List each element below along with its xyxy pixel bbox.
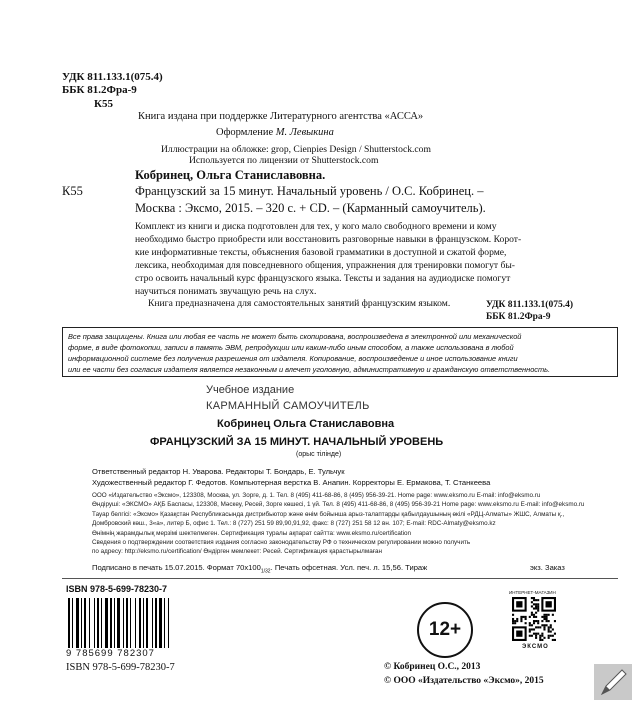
copyright-author: © Кобринец О.С., 2013 [384,662,481,672]
design-label: Оформление [216,127,274,138]
age-rating-badge [417,602,473,658]
bib-publisher-line: Москва : Эксмо, 2015. – 320 с. + CD. – (Карманный самоучитель). [135,201,486,215]
print-signed-rest: . Печать офсетная. Усл. печ. л. 15,56. Тираж [270,563,428,572]
publisher-line: Сведения о подтверждении соответствия издания согласно законодательству РФ о техническом регулировании можно получить [92,539,471,547]
isbn-bottom: ISBN 978-5-699-78230-7 [66,662,175,673]
publisher-line: Өндіруші: «ЭКСМО» АҚБ Баспасы, 123308, Мәскеу, Ресей, Зорге көшесі, 1 үй. Тел. 8 (495) 411-68-86, 8 (495) 956-39-21 Home page: www.eksmo.ru E-mail: info@eksmo.ru [92,501,585,509]
rights-line: информационной системе без получения разрешения от издателя. Копирование, воспроизведение и иное использование книги [68,354,518,363]
design-name: М. Левыкина [275,127,334,138]
rights-line: или ее части без согласия издателя является незаконным и влечет уголовную, административную и гражданскую ответственность. [68,365,551,374]
isbn-top: ISBN 978-5-699-78230-7 [66,584,168,594]
bib-author: Кобринец, Ольга Станиславовна. [135,168,326,182]
publisher-line: Өнімнің жарамдылық мерзімі шектелмеген. Сертификация туралы ақпарат сайтта: www.eksmo.ru/certification [92,529,412,537]
rights-line: форме, в виде фотокопии, записи в память ЭВМ, репродукции или каким-либо иным способом, а также использована в любой [68,343,514,352]
illustrations-credit: Иллюстрации на обложке: grop, Cienpies Design / Shutterstock.com [161,144,431,155]
bib-bbk: ББК 81.2Фра-9 [486,312,551,322]
divider [62,578,618,579]
print-signed-text: Подписано в печать 15.07.2015. Формат 70x100 [92,563,261,572]
desc-line: необходимо быстро приобрести или восстановить разговорные навыки в французском. Корот- [135,234,522,245]
publisher-line: Домбровский көш., 3«а», литер Б, офис 1. Тел.: 8 (727) 251 59 89,90,91,92, факс: 8 (727) 251 58 12 вн. 107; E-mail: RDC-Almaty@eksmo.kz [92,520,496,528]
format-fraction: 1/32 [260,568,271,575]
desc-line: Комплект из книги и диска подготовлен для тех, у кого мало свободного времени и кому [135,221,497,232]
qr-brand: ЭКСМО [522,644,549,650]
edition-type: Учебное издание [206,384,295,396]
publisher-line: ООО «Издательство «Эксмо», 123308, Москва, ул. Зорге, д. 1. Тел. 8 (495) 411-68-86, 8 (495) 956-39-21. Home page: www.eksmo.ru E-mail: info@eksmo.ru [92,492,541,499]
series-name: КАРМАННЫЙ САМОУЧИТЕЛЬ [206,400,370,412]
support-note: Книга издана при поддержке Литературного агентства «АССА» [138,111,424,122]
technical-credit: Художественный редактор Г. Федотов. Компьютерная верстка В. Анапин. Корректоры Е. Ермакова, Т. Станкеева [92,478,491,487]
publisher-info [92,491,584,557]
rights-notice [62,327,618,377]
rights-line: Все права защищены. Книга или любая ее часть не может быть скопирована, воспроизведена в электронной или механической [68,332,522,341]
license-note: Используется по лицензии от Shutterstock.com [189,155,379,166]
desc-line: лексика, необходимая для повседневного общения, упражнения для тренировки помогут бы- [135,260,515,271]
page-corner-icon [594,664,632,700]
desc-line: научиться понимать звучащую речь на слух. [135,286,317,297]
pencil-icon [594,664,632,700]
editors-credit: Ответственный редактор Н. Уварова. Редакторы Т. Бондарь, Е. Тульчук [92,467,345,476]
bib-title-line: Французский за 15 минут. Начальный уровень / О.С. Кобринец. – [135,184,484,198]
bbk-code: ББК 81.2Фра-9 [62,84,137,96]
publisher-line: по адресу: http://eksmo.ru/certification/ Өндірген мемлекет: Ресей. Сертификация қарастырылмаған [92,548,382,556]
print-signed [92,563,427,575]
bib-udk: УДК 811.133.1(075.4) [486,300,573,310]
imprint-author: Кобринец Ольга Станиславовна [217,418,395,430]
qr-caption: ИНТЕРНЕТ-МАГАЗИН [509,590,556,595]
qr-code-image [512,597,556,641]
publisher-line: Тауар белгісі: «Эксмо» Қазақстан Республикасында дистрибьютор және өнім бойынша арыз-талаптарды қабылдаушының өкілі «РДЦ-Алматы» ЖШС, Алматы қ., [92,510,565,518]
imprint-title: ФРАНЦУЗСКИЙ ЗА 15 МИНУТ. НАЧАЛЬНЫЙ УРОВЕНЬ [150,436,444,448]
udk-code: УДК 811.133.1(075.4) [62,71,163,83]
desc-line: стро освоить начальный курс французского языка. Тексты и задания на аудиодиске помогут [135,273,511,284]
copyright-publisher: © ООО «Издательство «Эксмо», 2015 [384,676,544,686]
bib-description [135,220,618,298]
desc-line: кие информативные тексты, объяснения базовой грамматики в доступной и сжатой форме, [135,247,507,258]
bib-code: К55 [62,184,83,198]
language-note: (орыс тілінде) [296,451,342,458]
design-credit [216,127,334,138]
barcode-digits: 9 785699 782307 [66,648,155,659]
bib-purpose: Книга предназначена для самостоятельных занятий французским языком. [148,298,451,309]
barcode-image [66,598,202,648]
author-mark: К55 [94,98,113,110]
age-rating-label: 12+ [428,619,462,640]
copies-order: экз. Заказ [530,563,565,572]
